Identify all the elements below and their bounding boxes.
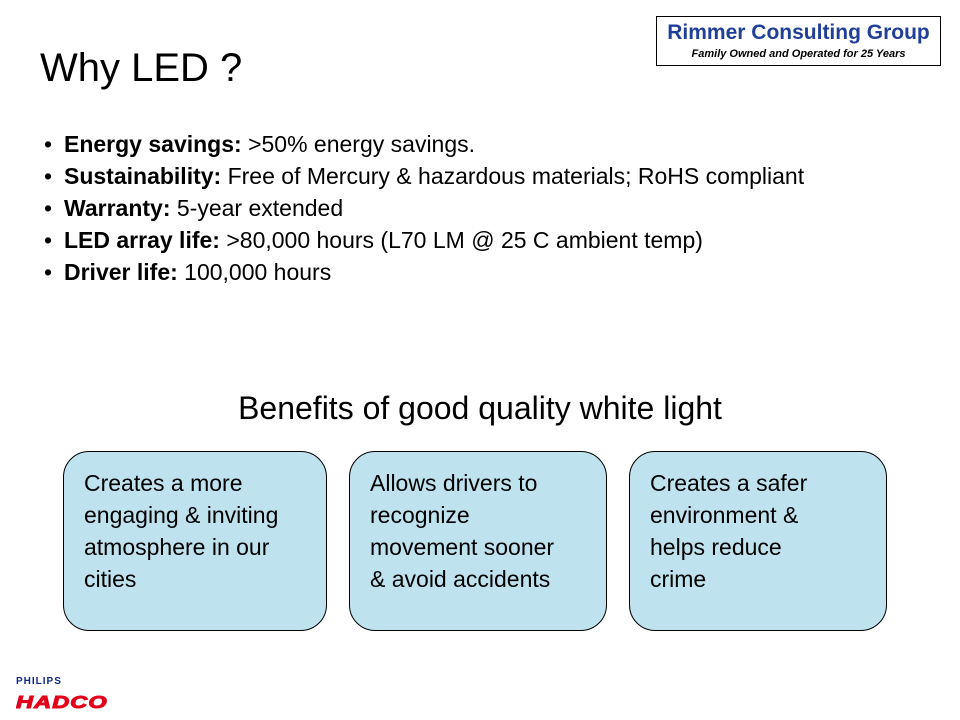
company-tagline: Family Owned and Operated for 25 Years	[691, 48, 906, 60]
bullet-term: Driver life:	[64, 259, 178, 285]
benefit-line: engaging & inviting	[84, 502, 279, 528]
bullet-term: Sustainability:	[64, 163, 222, 189]
benefit-line: atmosphere in our	[84, 534, 270, 560]
bullet-term: LED array life:	[64, 227, 220, 253]
benefit-line: & avoid accidents	[370, 566, 551, 592]
benefit-line: Creates a more	[84, 470, 243, 496]
bullet-dot: •	[44, 195, 53, 221]
bullet-list	[44, 128, 804, 288]
benefit-line: movement sooner	[370, 534, 555, 560]
bullet-text: Free of Mercury & hazardous materials; RoHS compliant	[221, 163, 805, 189]
benefit-box-drivers	[349, 451, 607, 631]
bullet-text: >50% energy savings.	[241, 131, 476, 157]
bullet-item	[44, 128, 804, 160]
bullet-text: 100,000 hours	[177, 259, 332, 285]
bullet-item	[44, 160, 804, 192]
bullet-dot: •	[44, 131, 53, 157]
benefit-box-safety	[629, 451, 887, 631]
bullet-dot: •	[44, 227, 53, 253]
bullet-dot: •	[44, 163, 53, 189]
benefit-line: Creates a safer	[650, 470, 808, 496]
bullet-text: >80,000 hours (L70 LM @ 25 C ambient temp)	[219, 227, 703, 253]
benefits-heading: Benefits of good quality white light	[238, 390, 722, 426]
company-logo-box	[656, 16, 941, 66]
philips-wordmark: PHILIPS	[16, 676, 62, 687]
company-name: Rimmer Consulting Group	[667, 21, 930, 44]
benefit-line: helps reduce	[650, 534, 782, 560]
bullet-item	[44, 224, 804, 256]
bullet-item	[44, 192, 804, 224]
benefit-line: crime	[650, 566, 707, 592]
hadco-wordmark	[16, 690, 134, 712]
bullet-term: Warranty:	[64, 195, 171, 221]
bullet-text: 5-year extended	[170, 195, 344, 221]
benefit-line: Allows drivers to	[370, 470, 538, 496]
benefit-box-city	[63, 451, 327, 631]
bullet-item	[44, 256, 804, 288]
benefit-line: recognize	[370, 502, 470, 528]
bullet-dot: •	[44, 259, 53, 285]
benefit-line: environment &	[650, 502, 799, 528]
svg-text:HADCO: HADCO	[16, 693, 108, 712]
benefit-line: cities	[84, 566, 137, 592]
philips-hadco-logo	[16, 676, 136, 712]
slide-title: Why LED ?	[40, 46, 243, 90]
bullet-term: Energy savings:	[64, 131, 242, 157]
